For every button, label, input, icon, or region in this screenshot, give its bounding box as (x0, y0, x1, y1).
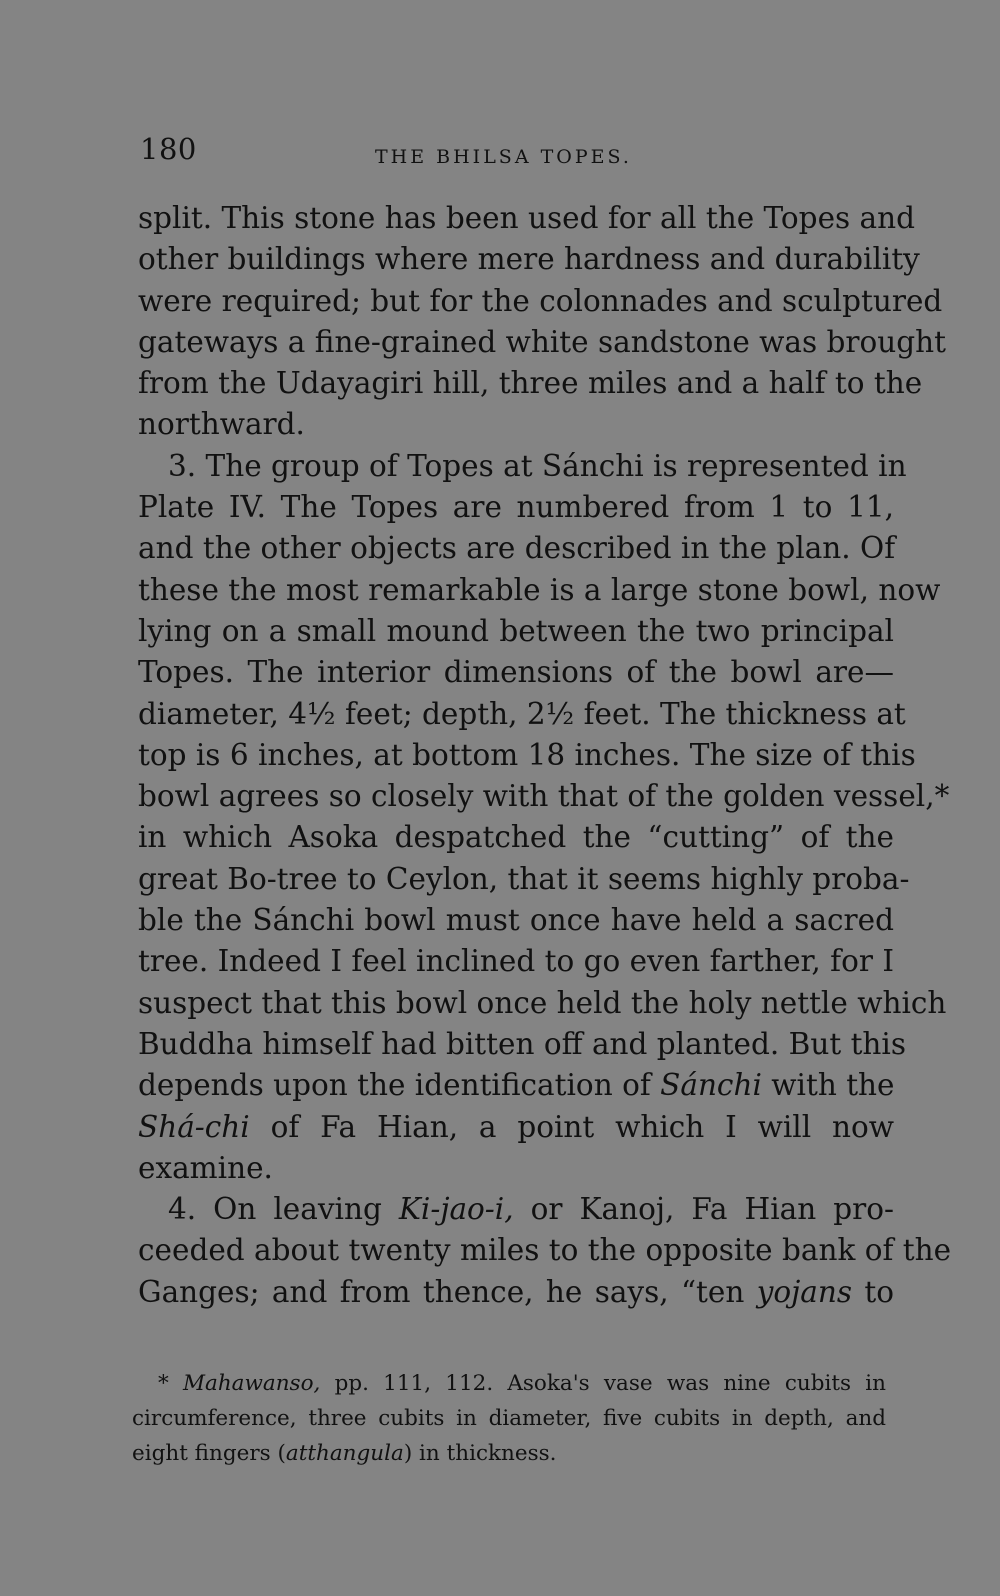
italic-term: yojans (756, 1274, 853, 1309)
text-line: were required; but for the colonnades and sculptured (138, 283, 943, 318)
text-line (138, 1065, 894, 1106)
text-line: Topes. The interior dimensions of the bowl are— (138, 655, 894, 690)
page-header (140, 132, 900, 172)
page-number: 180 (140, 132, 197, 166)
text-line: lying on a small mound between the two principal (138, 613, 894, 648)
text-segment: to (852, 1274, 894, 1309)
paragraph-4-start (138, 1189, 894, 1230)
text-segment: ) in thickness. (403, 1441, 557, 1466)
text-line: northward. (138, 407, 305, 442)
italic-place-name: Shá-chi (138, 1109, 250, 1144)
text-segment: depends upon the identification of (138, 1068, 661, 1103)
text-line: and the other objects are described in the plan. Of (138, 531, 896, 566)
text-line: tree. Indeed I feel inclined to go even farther, for I (138, 944, 894, 979)
text-segment: eight fingers ( (132, 1441, 286, 1466)
footnote (132, 1366, 886, 1471)
text-line: split. This stone has been used for all the Topes and (138, 201, 916, 235)
text-line (138, 1272, 894, 1313)
text-segment: 4. On leaving (168, 1192, 399, 1227)
text-line: gateways a fine-grained white sandstone was brought (138, 324, 947, 359)
text-line: suspect that this bowl once held the holy nettle which (138, 985, 947, 1020)
text-line: top is 6 inches, at bottom 18 inches. The size of this (138, 737, 916, 772)
italic-place-name: Ki-jao-i, (398, 1192, 514, 1227)
text-segment: Ganges; and from thence, he says, “ten (138, 1274, 757, 1309)
running-title: THE BHILSA TOPES. (375, 146, 632, 168)
footnote-line: circumference, three cubits in diameter, five cubits in depth, and (132, 1406, 886, 1431)
footnote-line (132, 1366, 886, 1401)
text-line: Buddha himself had bitten off and planted. But this (138, 1026, 906, 1061)
text-line: bowl agrees so closely with that of the golden vessel,* (138, 779, 950, 814)
text-segment: pp. 111, 112. Asoka's vase was nine cubits in (320, 1371, 886, 1396)
body-text (138, 198, 952, 1313)
text-line: ble the Sánchi bowl must once have held a sacred (138, 903, 894, 938)
footnote-marker: * (158, 1371, 183, 1396)
text-line: examine. (138, 1150, 273, 1185)
text-line: ceeded about twenty miles to the opposite bank of the (138, 1233, 952, 1268)
text-line (138, 1107, 894, 1148)
text-line: great Bo-tree to Ceylon, that it seems highly proba- (138, 861, 910, 896)
italic-term: atthangula (285, 1441, 404, 1466)
text-segment: with the (761, 1068, 895, 1103)
text-line: diameter, 4½ feet; depth, 2½ feet. The thickness at (138, 696, 906, 731)
italic-place-name: Sánchi (660, 1068, 762, 1103)
footnote-line (132, 1436, 886, 1471)
text-segment: of Fa Hian, a point which I will now (249, 1109, 894, 1144)
text-line: these the most remarkable is a large stone bowl, now (138, 572, 941, 607)
text-line: in which Asoka despatched the “cutting” of the (138, 820, 894, 855)
text-segment: or Kanoj, Fa Hian pro- (513, 1192, 894, 1227)
footnote-source: Mahawanso, (182, 1371, 321, 1396)
paragraph-3-start: 3. The group of Topes at Sánchi is represented in (168, 448, 907, 483)
text-line: Plate IV. The Topes are numbered from 1 to 11, (138, 490, 894, 525)
text-line: from the Udayagiri hill, three miles and a half to the (138, 366, 923, 401)
text-line: other buildings where mere hardness and durability (138, 242, 920, 277)
